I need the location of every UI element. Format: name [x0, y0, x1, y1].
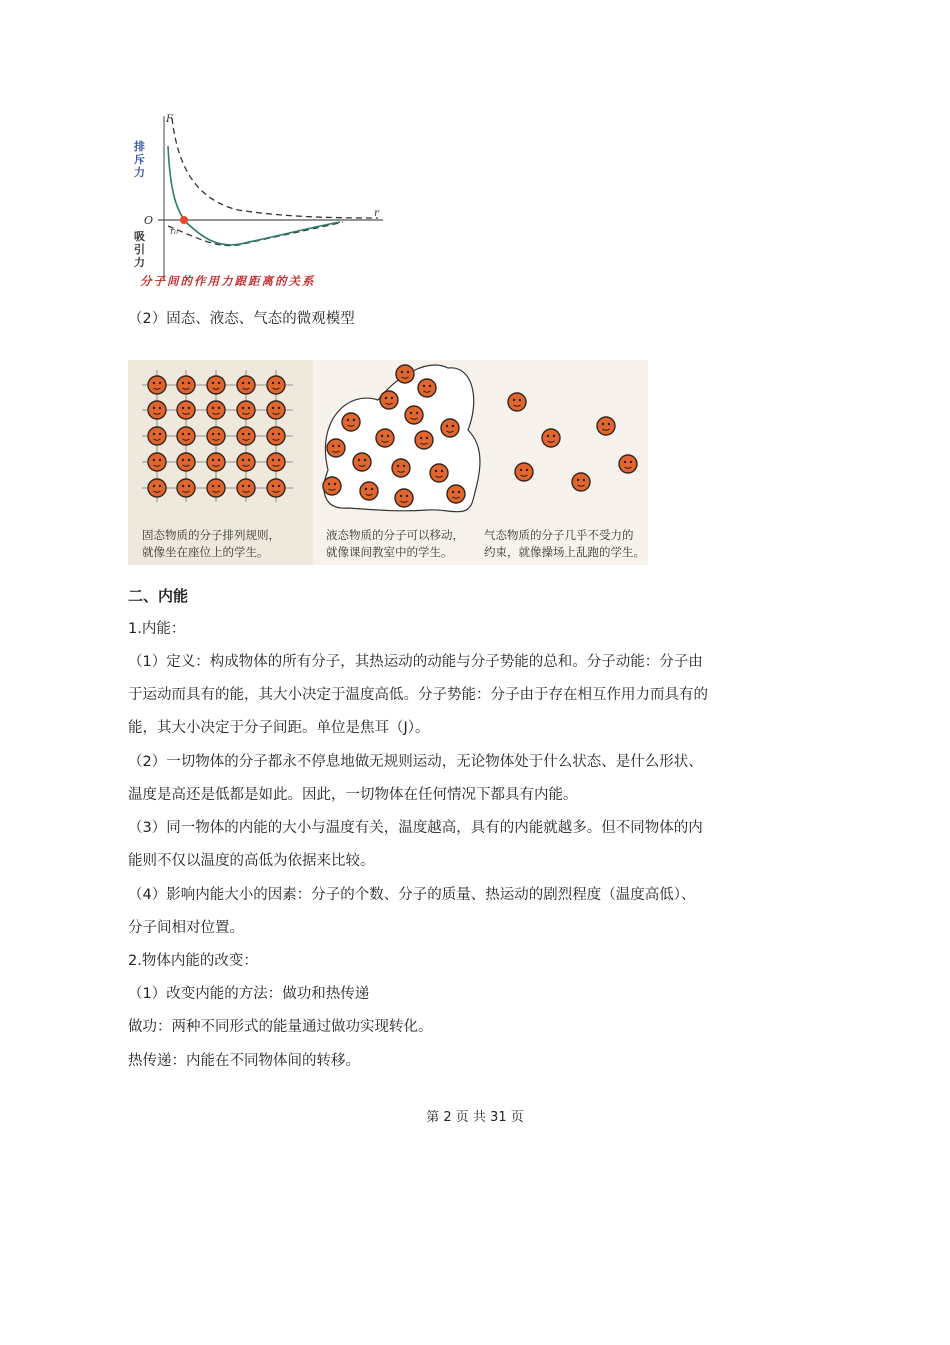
paragraph-line: （2）一切物体的分子都永不停息地做无规则运动，无论物体处于什么状态、是什么形状、: [128, 754, 703, 770]
solid-molecule: [148, 479, 166, 497]
liquid-molecule: [396, 365, 414, 383]
paragraph-line: （4）影响内能大小的因素：分子的个数、分子的质量、热运动的剧烈程度（温度高低）、: [128, 887, 696, 903]
liquid-molecule: [415, 431, 433, 449]
liquid-molecule: [447, 485, 465, 503]
solid-molecule: [207, 453, 225, 471]
page-footer: 第 2 页 共 31 页: [426, 1110, 524, 1125]
force-figure-caption: 分子间的作用力跟距离的关系: [140, 274, 316, 288]
paragraph-line: 于运动而具有的能，其大小决定于温度高低。分子势能：分子由于存在相互作用力而具有的: [128, 687, 708, 703]
solid-molecule: [207, 427, 225, 445]
paragraph-line: （1）定义：构成物体的所有分子，其热运动的动能与分子势能的总和。分子动能：分子由: [128, 654, 703, 670]
solid-molecule: [177, 427, 195, 445]
gas-molecule: [515, 463, 533, 481]
solid-molecule: [177, 401, 195, 419]
solid-molecule: [148, 401, 166, 419]
repulsion-curve: [172, 118, 378, 218]
solid-molecule: [207, 479, 225, 497]
paragraph-line: 能，其大小决定于分子间距。单位是焦耳（J）。: [128, 720, 430, 736]
liquid-molecule: [323, 477, 341, 495]
solid-molecule: [237, 479, 255, 497]
gas-molecule: [619, 455, 637, 473]
paragraph-line: 能则不仅以温度的高低为依据来比较。: [128, 853, 375, 869]
gas-molecule: [508, 393, 526, 411]
gas-molecule: [572, 473, 590, 491]
attraction-curve: [168, 222, 343, 246]
solid-molecule: [267, 376, 285, 394]
solid-molecule: [148, 427, 166, 445]
solid-molecule: [177, 453, 195, 471]
liquid-molecule: [380, 391, 398, 409]
subheading-change-energy: 2.物体内能的改变：: [128, 953, 258, 969]
liquid-molecule: [327, 439, 345, 457]
states-of-matter-figure: [128, 360, 648, 565]
liquid-molecule: [395, 489, 413, 507]
paragraph-line: 分子间相对位置。: [128, 920, 244, 936]
solid-molecule: [237, 427, 255, 445]
heat-transfer-line: 热传递：内能在不同物体间的转移。: [128, 1053, 360, 1069]
gas-molecule: [597, 417, 615, 435]
r-axis-label: r: [374, 208, 379, 219]
solid-caption: 固态物质的分子排列规则， 就像坐在座位上的学生。: [142, 528, 280, 559]
gas-molecule: [542, 429, 560, 447]
liquid-molecule: [342, 413, 360, 431]
equilibrium-point: [180, 216, 188, 224]
origin-label: O: [144, 214, 154, 227]
work-line: 做功：两种不同形式的能量通过做功实现转化。: [128, 1019, 433, 1035]
svg-text:排: 排: [134, 140, 145, 153]
force-distance-figure: [128, 110, 388, 290]
solid-molecule: [207, 376, 225, 394]
liquid-molecule: [418, 379, 436, 397]
solid-molecule: [207, 401, 225, 419]
solid-molecule: [267, 401, 285, 419]
solid-molecule: [267, 427, 285, 445]
liquid-molecule: [405, 406, 423, 424]
paragraph-line: （3）同一物体的内能的大小与温度有关，温度越高，具有的内能就越多。但不同物体的内: [128, 820, 703, 836]
liquid-caption: 液态物质的分子可以移动， 就像课间教室中的学生。: [326, 528, 464, 559]
liquid-molecule: [392, 459, 410, 477]
attraction-label: [134, 229, 145, 269]
svg-text:吸: 吸: [134, 230, 145, 243]
resultant-curve: [168, 146, 340, 245]
solid-molecule: [237, 376, 255, 394]
solid-molecule: [237, 453, 255, 471]
section-heading-internal-energy: 二、内能: [128, 587, 189, 605]
liquid-molecule: [376, 429, 394, 447]
repulsion-label: [134, 139, 145, 179]
svg-text:力: 力: [134, 166, 145, 179]
gas-caption: 气态物质的分子几乎不受力的 约束，就像操场上乱跑的学生。: [484, 528, 645, 559]
f-axis-label: F: [166, 114, 173, 125]
svg-text:斥: 斥: [134, 153, 145, 166]
liquid-molecule: [360, 482, 378, 500]
r0-label: r₀: [170, 227, 178, 237]
liquid-molecule: [441, 419, 459, 437]
subheading-internal-energy: 1.内能：: [128, 621, 186, 637]
svg-text:引: 引: [134, 243, 145, 256]
paragraph-line: 温度是高还是低都是如此。因此，一切物体在任何情况下都具有内能。: [128, 787, 578, 803]
solid-molecule: [267, 453, 285, 471]
change-method-line: （1）改变内能的方法：做功和热传递: [128, 986, 370, 1002]
liquid-molecule: [430, 464, 448, 482]
solid-molecule: [267, 479, 285, 497]
liquid-molecule: [353, 453, 371, 471]
solid-molecule: [177, 376, 195, 394]
solid-molecule: [148, 376, 166, 394]
solid-molecule: [237, 401, 255, 419]
solid-molecule: [148, 453, 166, 471]
svg-text:力: 力: [134, 256, 145, 269]
states-model-heading: （2）固态、液态、气态的微观模型: [128, 311, 355, 327]
solid-molecule: [177, 479, 195, 497]
